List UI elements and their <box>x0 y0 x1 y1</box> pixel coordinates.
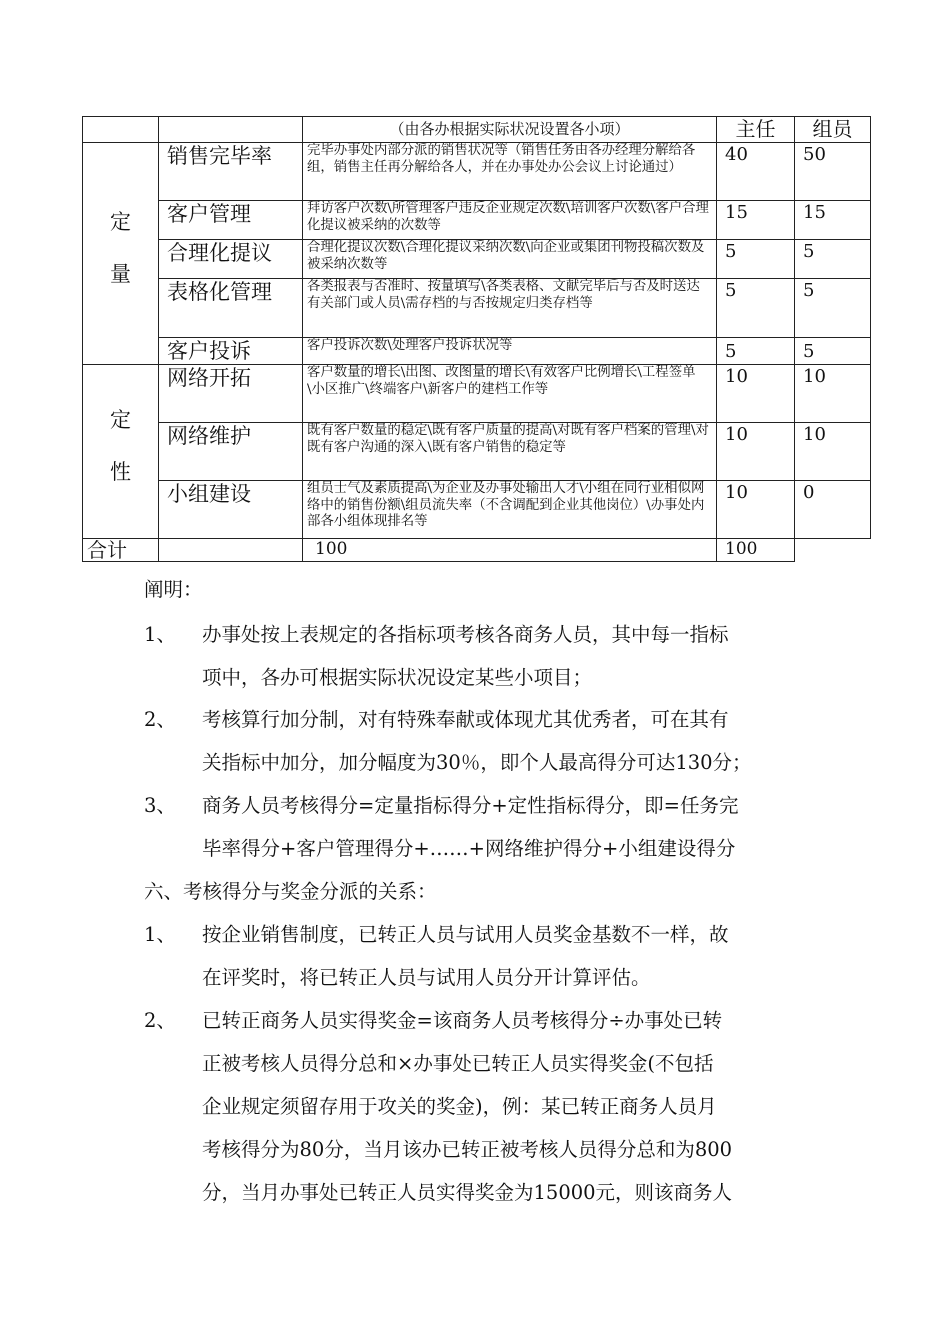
row-name: 客户管理 <box>159 201 303 240</box>
note-line: 项中，各办可根据实际状况设定某些小项目； <box>202 666 593 689</box>
total-desc: 100 <box>303 539 717 562</box>
note-line: 考核得分为80分，当月该办已转正被考核人员得分总和为800 <box>202 1138 733 1161</box>
row-val-b: 10 <box>795 365 871 423</box>
row-name: 网络维护 <box>159 423 303 481</box>
row-desc: 客户数量的增长\出图、改图量的增长\有效客户比例增长\工程签单\小区推广\终端客户\新客户的建档工作等 <box>303 365 717 423</box>
table-row <box>83 279 871 338</box>
row-name: 表格化管理 <box>159 279 303 338</box>
row-desc: 合理化提议次数\合理化提议采纳次数\向企业或集团刊物投稿次数及被采纳次数等 <box>303 240 717 279</box>
header-col-a: 主任 <box>717 117 795 143</box>
row-desc: 组员士气及素质提高\为企业及办事处输出人才\小组在同行业相似网络中的销售份额\组员流失率（不含调配到企业其他岗位）\办事处内部各小组体现排名等 <box>303 481 717 539</box>
table-header-row <box>83 117 871 143</box>
table-row <box>83 143 871 201</box>
table-row <box>83 240 871 279</box>
row-val-a: 5 <box>717 240 795 279</box>
table-row <box>83 338 871 365</box>
row-val-b: 50 <box>795 143 871 201</box>
note-line: 正被考核人员得分总和×办事处已转正人员实得奖金(不包括 <box>202 1052 714 1075</box>
row-val-b: 5 <box>795 240 871 279</box>
row-name: 网络开拓 <box>159 365 303 423</box>
total-val-a: 100 <box>717 539 795 562</box>
row-desc: 各类报表与否准时、按量填写\各类表格、文献完毕后与否及时送达有关部门或人员\需存档的与否按规定归类存档等 <box>303 279 717 338</box>
row-name: 合理化提议 <box>159 240 303 279</box>
row-desc: 完毕办事处内部分派的销售状况等（销售任务由各办经理分解给各组，销售主任再分解给各人，并在办事处办公会议上讨论通过） <box>303 143 717 201</box>
row-name: 客户投诉 <box>159 338 303 365</box>
row-val-a: 5 <box>717 338 795 365</box>
header-cell-empty <box>159 117 303 143</box>
total-val-b <box>795 539 871 562</box>
note-line: 办事处按上表规定的各指标项考核各商务人员，其中每一指标 <box>202 623 729 646</box>
note-index: 1、 <box>144 923 176 946</box>
note-index: 2、 <box>144 708 176 731</box>
row-val-a: 40 <box>717 143 795 201</box>
table-row <box>83 423 871 481</box>
row-name: 小组建设 <box>159 481 303 539</box>
row-val-a: 5 <box>717 279 795 338</box>
table-row <box>83 365 871 423</box>
row-val-a: 10 <box>717 365 795 423</box>
group-qualitative <box>83 365 159 539</box>
note-line: 商务人员考核得分=定量指标得分+定性指标得分，即=任务完 <box>202 794 739 817</box>
header-col-b: 组员 <box>795 117 871 143</box>
group-label: 定 性 <box>110 408 131 484</box>
note-index: 3、 <box>144 794 176 817</box>
note-line: 关指标中加分，加分幅度为30％，即个人最高得分可达130分； <box>202 751 752 774</box>
total-label: 合计 <box>83 539 159 562</box>
note-line: 毕率得分+客户管理得分+……+网络维护得分+小组建设得分 <box>202 837 736 860</box>
row-desc: 客户投诉次数\处理客户投诉状况等 <box>303 338 717 365</box>
row-val-b: 15 <box>795 201 871 240</box>
note-line: 按企业销售制度，已转正人员与试用人员奖金基数不一样，故 <box>202 923 729 946</box>
note-line: 企业规定须留存用于攻关的奖金)，例：某已转正商务人员月 <box>202 1095 717 1118</box>
note-index: 2、 <box>144 1009 176 1032</box>
note-line: 在评奖时，将已转正人员与试用人员分开计算评估。 <box>202 966 651 989</box>
note-index: 1、 <box>144 623 176 646</box>
header-cell-empty <box>83 117 159 143</box>
table-row <box>83 481 871 539</box>
table-row <box>83 201 871 240</box>
row-desc: 拜访客户次数\所管理客户违反企业规定次数\培训客户次数\客户合理化提议被采纳的次数等 <box>303 201 717 240</box>
row-val-b: 5 <box>795 279 871 338</box>
row-val-a: 15 <box>717 201 795 240</box>
notes-title: 阐明： <box>144 578 203 601</box>
row-val-b: 10 <box>795 423 871 481</box>
row-val-a: 10 <box>717 423 795 481</box>
total-empty <box>159 539 303 562</box>
section-heading: 六、考核得分与奖金分派的关系： <box>144 880 437 903</box>
header-desc: （由各办根据实际状况设置各小项） <box>303 117 717 143</box>
note-line: 分，当月办事处已转正人员实得奖金为15000元，则该商务人 <box>202 1181 733 1204</box>
group-label: 定 量 <box>110 210 131 286</box>
row-desc: 既有客户数量的稳定\既有客户质量的提高\对既有客户档案的管理\对既有客户沟通的深入\既有客户销售的稳定等 <box>303 423 717 481</box>
row-val-b: 5 <box>795 338 871 365</box>
note-line: 已转正商务人员实得奖金=该商务人员考核得分÷办事处已转 <box>202 1009 723 1032</box>
row-name: 销售完毕率 <box>159 143 303 201</box>
table-total-row <box>83 539 871 562</box>
note-line: 考核算行加分制，对有特殊奉献或体现尤其优秀者，可在其有 <box>202 708 729 731</box>
group-quantitative <box>83 143 159 365</box>
kpi-table <box>82 116 871 562</box>
row-val-b: 0 <box>795 481 871 539</box>
row-val-a: 10 <box>717 481 795 539</box>
